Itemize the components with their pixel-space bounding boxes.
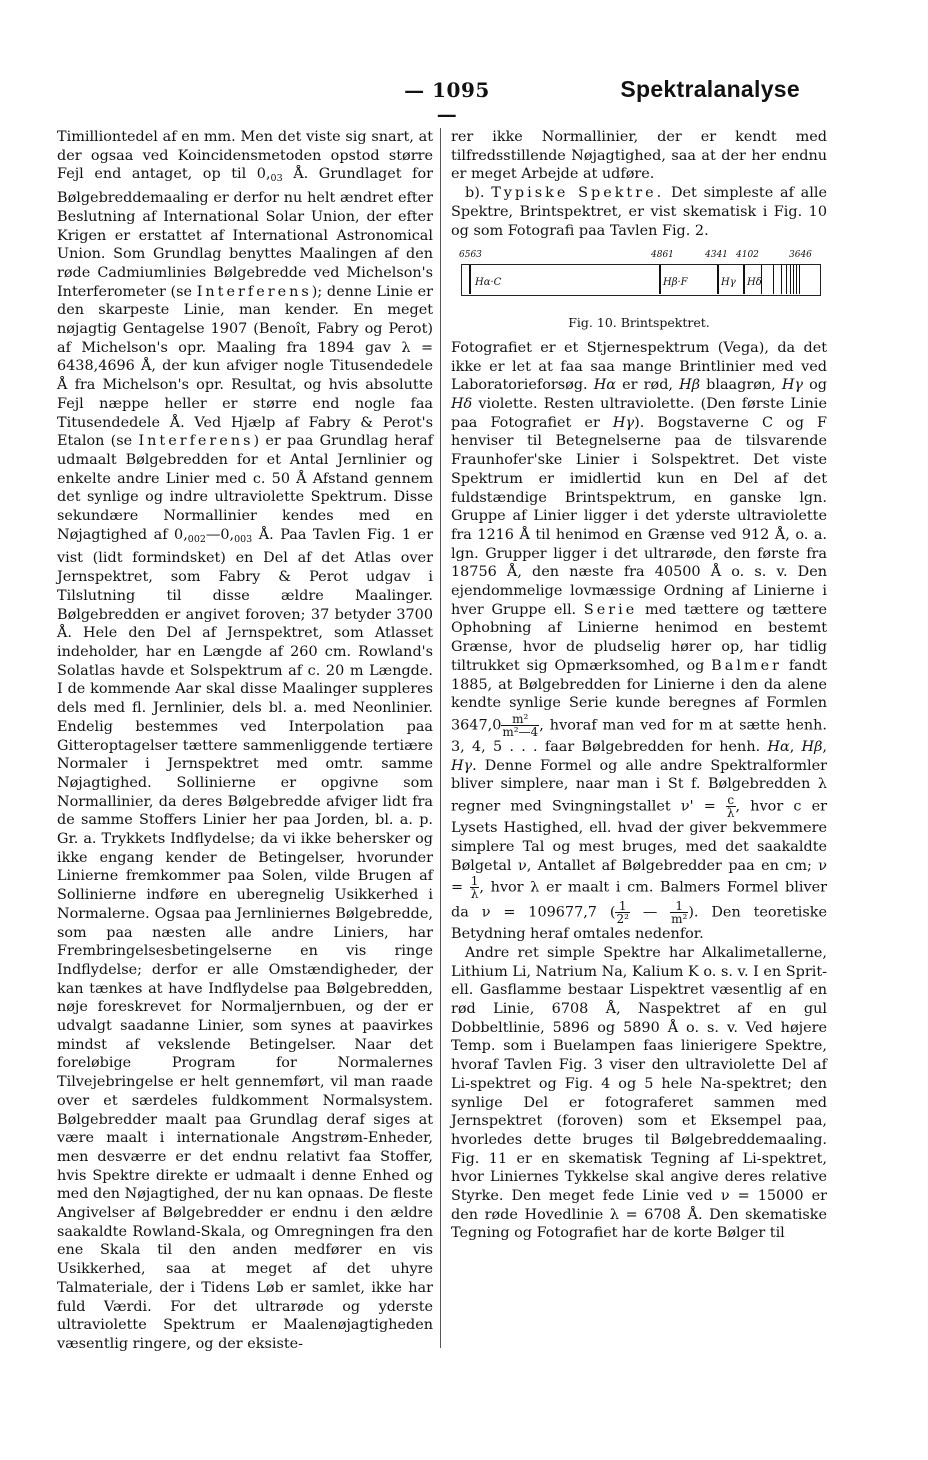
text-run: blaagrøn, [700,377,782,394]
text-run: Å. Paa Tavlen Fig. 1 er vist (lidt formindsket) en Del af det Atlas over Jernspektret, som Fabry & Perot udgav i Tilslutning til disse ældre Maalinger. Bølgebredden er angivet foroven; 37 betyder 3700 Å. Hele den Del af Jernspektret, som Atlasset indeholder, har en Længde af 260 cm. Rowland's Solatlas havde et Solspektrum af c. 20 m Længde. I de kommende Aar skal disse Maalinger suppleres dels med fl. Jernlinier, dels bl. a. med Neonlinier. Endelig bestemmes ved Interpolation paa Gitteroptagelser tættere sammenliggende tertiære Normaler i Jernspektret med omtr. samme Nøjagtighed. Sollinierne er opgivne som Normallinier, da deres Bølgebredde afviger lidt fra de samme Stoffers Linier her paa Jorden, bl. a. p. Gr. a. Trykkets Indflydelse; da vi ikke behersker og ikke engang kender de Betingelser, hvorunder Linierne fremkommer paa Solen, vilde Brugen af Sollinierne indføre en uberegnelig Usikkerhed i Normalerne. Ogsaa paa Jernliniernes Bølgebredde, som paa næsten alle andre Liniers, har Frembringelsesbetingelserne en vis ringe Indflydelse; derfor er alle Omstændigheder, der kan tænkes at have Indflydelse paa Bølgebredden, nøje foreskrevet for Normaljernbuen, og der er udvalgt saadanne Linier, som synes at paavirkes mindst af vekslende Betingelser. Naar det foreløbige Program for Normalernes Tilvejebringelse er helt gennemført, vil man raade over et særdeles fuldkomment Normalsystem. Bølgebredder maalt paa Grundlag deraf siges at være maalt i internationale Angstrøm-Enheder, men desværre er det endnu relativt faa Stoffer, hvis Spektre direkte er udmaalt i denne Enhed og med den Nøjagtighed, der nu kan opnaas. De fleste Angivelser af Bølgebredder er endnu i den ældre saakaldte Rowland-Skala, og Omregningen fra den ene Skala til den anden medfører en vis Usikkerhed, saa at meget af det uhyre Talmateriale, der i Tidens Løb er samlet, ikke har fuld Værdi. For det ultrarøde og yderste ultraviolette Spektrum er Maalenøjagtigheden væsentlig ringere, og der eksiste- [57,526,433,1352]
wavelength-label: 6563 [459,250,482,261]
section-heading: Typiske Spektre. [491,185,665,202]
fraction-numerator: m² [501,713,539,726]
hydrogen-spectrum-figure [451,246,827,310]
fraction-denominator: 2² [616,912,629,927]
symbol: Hα [767,738,790,755]
fraction-denominator: λ [726,806,735,821]
text-run: er rød, [616,377,680,394]
spectral-line-h-delta [743,265,745,294]
figure-caption: Fig. 10. Brintspektret. [568,315,710,331]
right-paragraph-4: Andre ret simple Spektre har Alkalimetallerne, Lithium Li, Natrium Na, Kalium K o. s. v. I en Sprit- ell. Gasflamme bestaar Lispektret væsentlig af en rød Linie, 6708 Å, Naspektret af en gul Dobbeltlinie, 5896 og 5890 Å o. s. v. Ved højere Temp. som i Buelampen faas linierigere Spektre, hvoraf Tavlen Fig. 3 viser den ultraviolette Del af Li-spektret og Fig. 4 og 5 hele Na-spektret; den synlige Del er fotograferet sammen med Jernspektret (foroven) som et Eksempel paa, hvorledes dette bruges til Bølgebreddemaaling. Fig. 11 er en skematisk Tegning af Li-spektret, hvor Liniernes Tykkelse skal angive deres relative Styrke. Den meget fede Linie ved ν = 15000 er den røde Hovedlinie λ = 6708 Å. Den skematiske Tegning og Fotografiet har de korte Bølger til [451,944,827,1242]
symbol: Hγ [451,757,473,774]
text-run: ). Den teoretiske Betydning heraf omtales nedenfor. [451,904,827,943]
text-run: — [629,904,671,921]
fraction-numerator: 1 [670,900,688,913]
symbol: Hα [593,377,617,394]
text-run: Det simpleste af alle Spektre, Brintspektret, er vist skematisk i Fig. 10 og som Fotografi paa Tavlen Fig. 2. [451,185,827,239]
text-run: med tættere og tættere Ophobning af Linierne henimod en bestemt Grænse, hvor de pludselig hører op, har tidlig tiltrukket sig Opmærksomhed, og [451,601,827,674]
spectral-line-h-alpha [469,265,471,294]
formula-fraction [501,713,539,738]
symbol: Hδ [451,396,473,413]
text-run: fandt 1885, at Bølgebredden for Linierne i den da alene kendte synlige Serie kunde beregnes af Formlen 3647,0 [451,657,827,734]
text-run: , hvor c er Lysets Hastighed, ell. hvad der giver bekvemmere simplere Tal og mest bruges, med det saakaldte Bølgetal ν, Antallet af Bølgebredder paa en cm; ν = [451,798,828,896]
formula-fraction [726,794,736,819]
fraction-numerator: 1 [615,900,629,913]
text-run: , hvoraf man ved for m at sætte henh. 3, 4, 5 . . . faar Bølgebredden for henh. [451,717,827,755]
wavelength-label: 4341 [705,250,728,261]
text-run: violette. Resten ultraviolette. (Den første Linie paa Fotografiet er [451,396,827,431]
formula-fraction [615,900,629,925]
spectral-line [790,265,791,294]
text-run: . Denne Formel og alle andre Spektralformler bliver simplere, naar man i St f. Bølgebredden λ regner med Svingningstallet ν' = [451,757,827,815]
right-paragraph-2 [451,184,827,240]
text-run: —0, [205,526,235,543]
text-run: b). [465,185,492,202]
line-label: Hγ [721,277,736,289]
text-run: , hvor λ er maalt i cm. Balmers Formel bliver da ν = 109677,7 ( [451,879,827,921]
symbol: Hβ [801,738,823,755]
spectrum-frame [461,264,821,296]
small-digits: 03 [270,173,283,185]
right-paragraph-1: rer ikke Normallinier, der er kendt med tilfredsstillende Nøjagtighed, saa at der her endnu er meget Arbejde at udføre. [451,129,827,183]
line-label: Hδ [747,277,762,289]
spectral-line [799,265,800,294]
right-column [451,128,827,1243]
spectral-line [786,265,787,294]
line-label: Hα·C [475,277,502,289]
text-run: Timilliontedel af en mm. Men det viste sig snart, at der ogsaa ved Koincidensmetoden opstod større Fejl end antaget, op til 0, [57,129,433,183]
spectral-line [793,265,794,294]
column-rule [440,128,441,1348]
page-header [0,70,928,126]
left-paragraph [57,128,433,1354]
spectral-line [781,265,782,294]
right-paragraph-3: Fotografiet er et Stjernespektrum (Vega), da det ikke er let at faa saa mange Brintlinier med ved Laboratorieforsøg. Hα er rød, Hβ blaagrøn, Hγ og Hδ violette. Resten ultraviolette. (Den første Linie paa Fotografiet er Hγ). Bogstaverne C og F henviser til Betegnelserne paa de tilsvarende Fraunhofer'ske Linier i Solspektret. Det viste Spektrum er imidlertid kun en Del af det fuldstændige Brintspektrum, en ganske lgn. Gruppe af Linier ligger i det yderste ultraviolette fra 1216 Å til henimod en Grænse ved 912 Å, o. a. lgn. Grupper ligger i det ultrarøde, den første fra 18756 Å, den næste fra 40500 Å o. s. v. Den ejendommelige lovmæssige Ordning af Linierne i hver Gruppe ell. Serie med tættere og tættere Ophobning af Linierne henimod en bestemt Grænse, hvor de pludselig hører op, har tidlig tiltrukket sig Opmærksomhed, og Balmer fandt 1885, at Bølgebredden for Linierne i den da alene kendte synlige Serie kunde beregnes af Formlen 3647,0 $\frac{\text{m²}}{\text{m²—4}}$ , hvoraf man ved for m at sætte henh. 3, 4, 5 . . . faar Bølgebredden for henh. Hα, Hβ, Hγ. Denne Formel og alle andre Spektralformler bliver simplere, naar man i St f. Bølgebredden λ regner med Svingningstallet ν' = $\frac{c}{\lambda}$ , hvor c er Lysets Hastighed, ell. hvad der giver bekvemmere simplere Tal og mest bruges, med det saakaldte Bølgetal ν, Antallet af Bølgebredder paa en cm; ν = $\frac{1}{\lambda}$ , hvor λ er maalt i cm. Balmers Formel bliver da ν = 109677,7 ( $\frac{1}{\text{2²}}$ — $\frac{1}{\text{m²}}$ ). Den teoretiske Betydning heraf omtales nedenfor. [451,339,828,943]
fraction-numerator: 1 [470,874,479,889]
formula-fraction [670,900,688,925]
text-run: Å. Grundlaget for Bølgebreddemaaling er derfor nu helt ændret efter Beslutning af International Solar Union, der efter Krigen er erstattet af International Astronomical Union. Som Grundlag benyttes Maalingen af den røde Cadmiumlinies Bølgebredde ved Michelson's Interferometer (se [57,166,433,300]
symbol: Hγ [781,377,803,394]
text-run: ); denne Linie er den skarpeste Linie, man kender. En meget nøjagtig Gentagelse 1907 (Benoît, Fabry og Perot) af Michelson's opr. Maaling fra 1894 gav λ = 6438,4696 Å, der kun afviger nogle Titusendedele Å fra Michelson's opr. Resultat, og hvis absolutte Fejl næppe heller er større end nogle faa Titusendedele Å. Ved Hjælp af Fabry & Perot's Etalon (se [57,283,433,450]
spectral-line-h-beta [659,265,661,294]
symbol: Hβ [679,377,701,394]
wavelength-label: 3646 [789,250,812,261]
small-digits: 003 [234,533,253,545]
text-run: Fotografiet er et Stjernespektrum (Vega), da det ikke er let at faa saa mange Brintlinier med ved Laboratorieforsøg. [451,339,827,394]
line-label: Hβ·F [663,277,688,289]
wavelength-label: 4102 [736,250,759,261]
cross-reference: Interferens [196,283,312,300]
left-column [57,128,433,1354]
running-title: Spektralanalyse [620,76,800,102]
fraction-denominator: λ [470,887,479,902]
spectral-line-h-gamma [717,265,719,294]
fraction-numerator: c [727,793,735,808]
formula-fraction [470,875,480,900]
text-run: ) er paa Grundlag heraf udmaalt Bølgebredden for et Antal Jernlinier og enkelte andre Linier med c. 50 Å Afstand gennem det synlige og indre ultraviolette Spektrum. Disse sekundære Normallinier kendes med en Nøjagtighed af 0, [57,433,433,543]
small-digits: 002 [187,533,206,545]
cross-reference: Interferens [138,433,254,450]
page-number: — 1095 — [404,78,490,126]
text-run: og [803,377,827,394]
text-run: ). Bogstaverne C og F henviser til Betegnelserne paa de tilsvarende Fraunhofer'ske Linier i Solspektret. Det viste Spektrum er imidlertid kun en Del af det fuldstændige Brintspektrum, en ganske lgn. Gruppe af Linier ligger i det yderste ultraviolette fra 1216 Å til henimod en Grænse ved 912 Å, o. a. lgn. Grupper ligger i det ultrarøde, den første fra 18756 Å, den næste fra 40500 Å o. s. v. Den ejendommelige lovmæssige Ordning af Linierne i hver Gruppe ell. [451,414,827,618]
emphasis: Serie [583,601,638,618]
symbol: Hγ [612,414,635,431]
emphasis: Balmer [711,657,782,674]
fraction-denominator: m² [671,912,688,927]
spectral-line [796,265,797,294]
wavelength-label: 4861 [651,250,674,261]
fraction-denominator: m²—4 [502,724,539,739]
spectral-line [773,265,774,294]
